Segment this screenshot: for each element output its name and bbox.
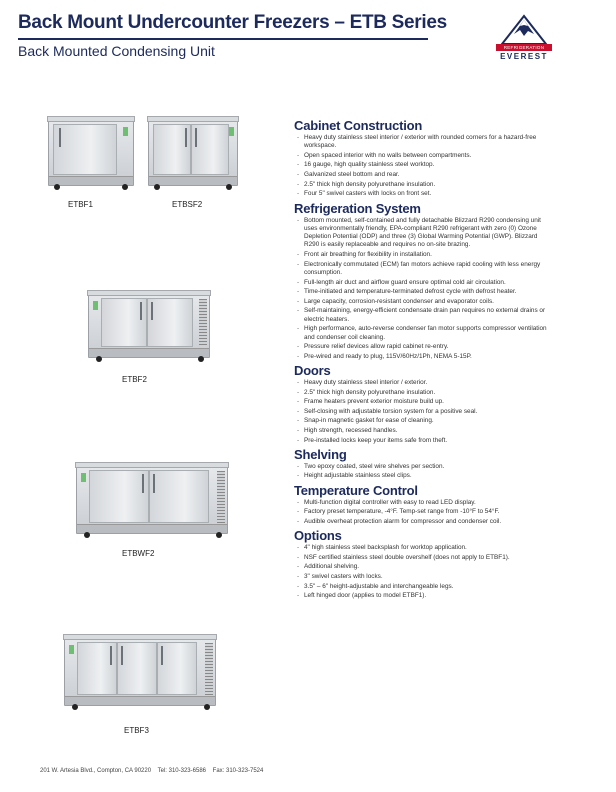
product-etbsf2 xyxy=(146,112,242,209)
freezer-image xyxy=(48,118,134,186)
feature-item: - Self-maintaining, energy-efficient condensate drain pan requires no external drains or electric heaters. xyxy=(294,307,554,324)
feature-item: - Galvanized steel bottom and rear. xyxy=(294,171,554,179)
freezer-image xyxy=(64,636,216,706)
feature-item: - Left hinged door (applies to model ETBF1). xyxy=(294,592,554,600)
feature-item: - Pre-wired and ready to plug, 115V/60Hz/1Ph, NEMA 5-15P. xyxy=(294,353,554,361)
section-temperature-control xyxy=(294,483,554,526)
product-etbf2 xyxy=(86,284,216,388)
feature-item: - 16 gauge, high quality stainless steel worktop. xyxy=(294,161,554,169)
feature-item: - 2.5" thick high density polyurethane insulation. xyxy=(294,181,554,189)
section-shelving xyxy=(294,447,554,481)
feature-item: - 3.5" – 6" height-adjustable and interchangeable legs. xyxy=(294,583,554,591)
feature-item: - Bottom mounted, self-contained and fully detachable Blizzard R290 condensing unit uses environmentally friendly, EPA-compliant R290 refrigerant with zero (0) Ozone Depletion Potential (ODP) and three (3) Global Warming Potential (GWP). Blizzard R290 is easily replaceable and requires no on-site brazing. xyxy=(294,217,554,250)
section-title: Shelving xyxy=(294,446,347,462)
feature-item: - Self-closing with adjustable torsion system for a positive seal. xyxy=(294,408,554,416)
freezer-image xyxy=(88,292,210,358)
everest-logo xyxy=(494,14,554,66)
section-title: Refrigeration System xyxy=(294,200,421,216)
feature-item: - Four 5" swivel casters with locks on front set. xyxy=(294,190,554,198)
product-etbwf2 xyxy=(74,458,234,562)
feature-list xyxy=(294,217,554,361)
section-doors xyxy=(294,363,554,445)
feature-item: - 3" swivel casters with locks. xyxy=(294,573,554,581)
model-label: ETBF1 xyxy=(68,200,93,209)
feature-item: - Pre-installed locks keep your items safe from theft. xyxy=(294,437,554,445)
feature-item: - High performance, auto-reverse condenser fan motor supports compressor ventilation and condenser coil cleaning. xyxy=(294,325,554,342)
feature-item: - Multi-function digital controller with easy to read LED display. xyxy=(294,499,554,507)
feature-item: - Front air breathing for flexibility in installation. xyxy=(294,251,554,259)
feature-item: - Factory preset temperature, -4°F. Temp-set range from -10°F to 54°F. xyxy=(294,508,554,516)
logo-brand: EVEREST xyxy=(500,52,548,61)
feature-item: - Height adjustable stainless steel clips. xyxy=(294,472,554,480)
feature-list xyxy=(294,379,554,445)
feature-item: - Full-length air duct and airflow guard ensure optimal cold air circulation. xyxy=(294,279,554,287)
feature-item: - High strength, recessed handles. xyxy=(294,427,554,435)
feature-column xyxy=(294,118,554,602)
footer-contact: 201 W. Artesia Blvd., Compton, CA 90220 Tel: 310-323-6586 Fax: 310-323-7524 xyxy=(40,768,264,774)
section-title: Cabinet Construction xyxy=(294,118,423,133)
mountain-icon xyxy=(494,14,554,46)
model-label: ETBSF2 xyxy=(172,200,203,209)
model-label: ETBF3 xyxy=(124,726,149,735)
feature-item: - Heavy duty stainless steel interior / exterior. xyxy=(294,379,554,387)
feature-item: - Frame heaters prevent exterior moisture build up. xyxy=(294,398,554,406)
feature-item: - Snap-in magnetic gasket for ease of cleaning. xyxy=(294,417,554,425)
section-refrigeration-system xyxy=(294,201,554,361)
feature-item: - Open spaced interior with no walls between compartments. xyxy=(294,152,554,160)
feature-item: - Large capacity, corrosion-resistant condenser and evaporator coils. xyxy=(294,298,554,306)
model-label: ETBF2 xyxy=(122,375,147,384)
feature-item: - Electronically commutated (ECM) fan motors achieve rapid cooling with less energy consumption. xyxy=(294,261,554,278)
model-label: ETBWF2 xyxy=(122,549,155,558)
freezer-image xyxy=(148,118,238,186)
freezer-image xyxy=(76,464,228,534)
product-etbf1 xyxy=(46,112,136,209)
feature-item: - Audible overheat protection alarm for compressor and condenser coil. xyxy=(294,518,554,526)
logo-banner: REFRIGERATION xyxy=(496,44,552,51)
feature-item: - 4" high stainless steel backsplash for worktop application. xyxy=(294,544,554,552)
feature-list xyxy=(294,463,554,481)
page-subtitle: Back Mounted Condensing Unit xyxy=(18,43,215,59)
feature-item: - NSF certified stainless steel double overshelf (does not apply to ETBF1). xyxy=(294,554,554,562)
section-title: Doors xyxy=(294,362,331,378)
section-title: Options xyxy=(294,528,342,544)
section-options xyxy=(294,528,554,600)
feature-list xyxy=(294,499,554,526)
title-rule xyxy=(18,38,428,40)
page-title: Back Mount Undercounter Freezers – ETB Series xyxy=(18,12,447,33)
feature-list xyxy=(294,544,554,600)
feature-item: - Additional shelving. xyxy=(294,563,554,571)
feature-item: - Two epoxy coated, steel wire shelves per section. xyxy=(294,463,554,471)
feature-list xyxy=(294,134,554,199)
feature-item: - 2.5" thick high density polyurethane insulation. xyxy=(294,389,554,397)
product-etbf3 xyxy=(62,630,222,736)
feature-item: - Heavy duty stainless steel interior / exterior with rounded corners for a hazard-free workspace. xyxy=(294,134,554,151)
feature-item: - Pressure relief devices allow rapid cabinet re-entry. xyxy=(294,343,554,351)
section-title: Temperature Control xyxy=(294,482,418,498)
feature-item: - Time-initiated and temperature-terminated defrost cycle with defrost heater. xyxy=(294,288,554,296)
section-cabinet-construction xyxy=(294,118,554,199)
